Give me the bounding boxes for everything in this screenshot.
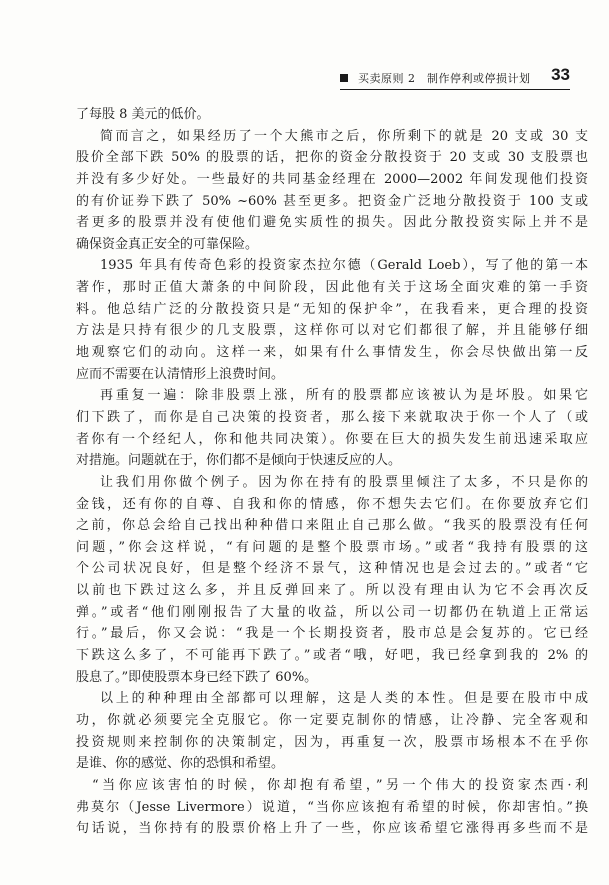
text-line: 弹。”或者“他们刚刚报告了大量的收益，所以公司一切都仍在轨道上正常运	[76, 604, 588, 620]
text-line: 是谁、你的感觉、你的恐惧和希望。	[76, 756, 285, 772]
header-rule	[340, 89, 570, 90]
text-line: 股价全部下跌 50% 的股票的话，把你的资金分散投资于 20 支或 30 支股票也	[76, 150, 588, 166]
text-line: 问题，”你会这样说，“有问题的是整个股票市场。”或者“我持有股票的这	[76, 539, 588, 555]
page-number: 33	[551, 65, 570, 84]
text-line: 确保资金真正安全的可靠保险。	[76, 236, 259, 252]
text-line: 的有价证券下跌了 50% ~60% 甚至更多。把资金广泛地分散投资于 100 支或	[76, 193, 588, 209]
text-line: 金钱，还有你的自尊、自我和你的情感，你不想失去它们。在你要放弃它们	[76, 496, 588, 512]
text-line: 个公司状况良好，但是整个经济不景气，这种情况也是会过去的。”或者“它	[76, 561, 588, 577]
text-line: 下跌这么多了，不可能再下跌了。”或者“哦，好吧，我已经拿到我的 2% 的	[76, 648, 588, 664]
text-line: 简而言之，如果经历了一个大熊市之后，你所剩下的就是 20 支或 30 支	[100, 128, 588, 144]
text-line: “当你应该害怕的时候，你却抱有希望，”另一个伟大的投资家杰西·利	[92, 777, 588, 793]
text-line: 投资规则来控制你的决策制定，因为，再重复一次，股票市场根本不在乎你	[76, 734, 588, 750]
text-line: 应而不需要在认清情形上浪费时间。	[76, 366, 285, 382]
text-line: 了每股 8 美元的低价。	[76, 107, 210, 122]
header-marker	[340, 74, 348, 82]
text-line: 们下跌了，而你是自己决策的投资者，那么接下来就取决于你一个人了（或	[76, 409, 588, 425]
text-line: 股息了。”即使股票本身已经下跌了 60%。	[76, 669, 318, 685]
text-line: 方法是只持有很少的几支股票，这样你可以对它们都很了解，并且能够仔细	[76, 323, 588, 339]
text-line: 弗莫尔（Jesse Livermore）说道，“当你应该抱有希望的时候，你却害怕。”换	[76, 799, 588, 815]
text-line: 功，你就必须要完全克服它。你一定要克制你的情感，让冷静、完全客观和	[76, 712, 588, 728]
text-line: 者你有一个经纪人，你和他共同决策）。你要在巨大的损失发生前迅速采取应	[76, 431, 588, 447]
text-line: 对措施。问题就在于，你们都不是倾向于快速反应的人。	[76, 453, 402, 469]
text-line: 句话说，当你持有的股票价格上升了一些，你应该希望它涨得再多些而不是	[76, 821, 588, 837]
text-line: 以前也下跌过这么多，并且反弹回来了。所以没有理由认为它不会再次反	[76, 583, 588, 599]
text-line: 行。”最后，你又会说：“我是一个长期投资者，股市总是会复苏的。它已经	[76, 626, 588, 642]
text-line: 著作，那时正值大萧条的中间阶段，因此他有关于这场全面灾难的第一手资	[76, 280, 588, 296]
text-line: 1935 年具有传奇色彩的投资家杰拉尔德（Gerald Loeb），写了他的第一本	[100, 258, 588, 274]
text-line: 料。他总结广泛的分散投资只是“无知的保护伞”，在我看来，更合理的投资	[76, 301, 588, 317]
text-line: 之前，你总会给自己找出种种借口来阻止自己那么做。“我买的股票没有任何	[76, 518, 588, 534]
text-line: 并没有多少好处。一些最好的共同基金经理在 2000—2002 年间发现他们投资	[76, 171, 588, 187]
running-header	[340, 67, 570, 93]
text-line: 再重复一遍：除非股票上涨，所有的股票都应该被认为是坏股。如果它	[100, 388, 588, 404]
body-text	[76, 104, 588, 840]
text-line: 让我们用你做个例子。因为你在持有的股票里倾注了太多，不只是你的	[100, 474, 588, 490]
text-line: 地观察它们的动向。这样一来，如果有什么事情发生，你会尽快做出第一反	[76, 345, 588, 361]
header-title: 买卖原则 2 制作停利或停损计划	[358, 72, 531, 85]
text-line: 以上的种种理由全部都可以理解，这是人类的本性。但是要在股市中成	[100, 691, 588, 707]
text-line: 者更多的股票并没有使他们避免实质性的损失。因此分散投资实际上并不是	[76, 215, 588, 231]
